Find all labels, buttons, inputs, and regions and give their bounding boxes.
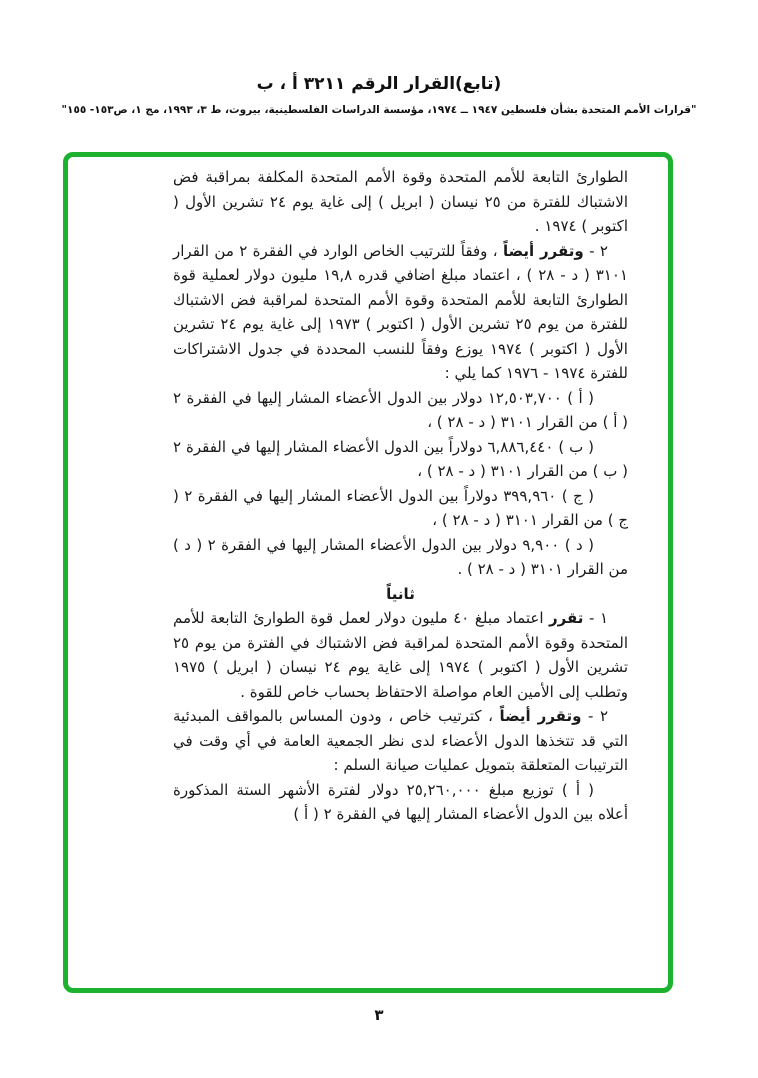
text-segment: ( د ) ٩,٩٠٠ دولار بين الدول الأعضاء المشار إليها في الفقرة ٢ ( د ) من القرار ٣١٠١ ( د - ٢٨ ) . <box>173 535 628 578</box>
paragraph <box>173 533 628 582</box>
highlight-box <box>63 152 673 993</box>
text-segment: ٢ - <box>581 707 608 725</box>
text-segment: ( أ ) توزيع مبلغ ٢٥,٢٦٠,٠٠٠ دولار لفترة الأشهر الستة المذكورة أعلاه بين الدول الأعضاء المشار إليها في الفقرة ٢ ( أ ) <box>173 780 628 823</box>
text-segment: ( أ ) ١٢,٥٠٣,٧٠٠ دولار بين الدول الأعضاء المشار إليها في الفقرة ٢ ( أ ) من القرار ٣١٠١ ( د - ٢٨ ) ، <box>173 388 628 431</box>
paragraph <box>173 704 628 778</box>
section-heading <box>173 582 628 607</box>
paragraph <box>173 165 628 239</box>
text-segment: ٢ - <box>583 241 608 260</box>
text-segment: اعتماد مبلغ ٤٠ مليون دولار لعمل قوة الطوارئ التابعة للأمم المتحدة وقوة الأمم المتحدة لمراقبة فض الاشتباك في الفترة من يوم ٢٥ تشرين الأول ( اكتوبر ) ١٩٧٤ إلى غاية يوم ٢٤ نيسان ( ابريل ) ١٩٧٥ وتطلب إلى الأمين العام مواصلة الاحتفاظ بحساب خاص للقوة . <box>173 609 629 701</box>
paragraph <box>173 435 628 484</box>
paragraph <box>173 606 628 704</box>
page-title: (تابع)القرار الرقم ٣٢١١ أ ، ب <box>256 74 502 94</box>
text-segment: تقرر <box>549 609 584 627</box>
text-segment: ( ب ) ٦,٨٨٦,٤٤٠ دولاراً بين الدول الأعضاء المشار إليها في الفقرة ٢ ( ب ) من القرار ٣١٠١ ( د - ٢٨ ) ، <box>173 437 628 480</box>
paragraph <box>173 778 628 827</box>
text-segment: ، كترتيب خاص ، ودون المساس بالمواقف المبدئية التي قد تتخذها الدول الأعضاء لدى نظر الجمعية العامة في أي وقت في الترتيبات المتعلقة بتمويل عمليات صيانة السلم : <box>173 707 628 774</box>
text-segment: الطوارئ التابعة للأمم المتحدة وقوة الأمم المتحدة المكلفة بمراقبة فض الاشتباك للفترة من ٢٥ نيسان ( ابريل ) إلى غاية يوم ٢٤ تشرين الأول ( اكتوبر ) ١٩٧٤ . <box>173 168 628 235</box>
page-number: ٣ <box>374 1006 384 1024</box>
document-body <box>173 165 628 827</box>
text-segment: ثانياً <box>386 584 415 603</box>
paragraph <box>173 386 628 435</box>
paragraph <box>173 239 628 386</box>
paragraph <box>173 484 628 533</box>
text-segment: ( ج ) ٣٩٩,٩٦٠ دولاراً بين الدول الأعضاء المشار إليها في الفقرة ٢ ( ج ) من القرار ٣١٠١ ( د - ٢٨ ) ، <box>173 486 628 529</box>
text-segment: وتقرر أيضاً <box>502 241 584 260</box>
source-citation: "قرارات الأمم المتحدة بشأن فلسطين ١٩٤٧ ــ ١٩٧٤، مؤسسة الدراسات الفلسطينية، بيروت، ط ٣، ١٩٩٣، مج ١، ص١٥٣- ١٥٥" <box>61 104 697 116</box>
text-segment: وتقرر أيضاً <box>499 707 582 725</box>
text-segment: ، وفقاً للترتيب الخاص الوارد في الفقرة ٢ من القرار ٣١٠١ ( د - ٢٨ ) ، اعتماد مبلغ اضافي قدره ١٩,٨ مليون دولار لعملية قوة الطوارئ التابعة للأمم المتحدة وقوة الأمم المتحدة لمراقبة فض الاشتباك للفترة من يوم ٢٥ تشرين الأول ( اكتوبر ) ١٩٧٣ إلى غاية يوم ٢٤ تشرين الأول ( اكتوبر ) ١٩٧٤ يوزع وفقاً للنسب المحددة في جدول الاشتراكات للفترة ١٩٧٤ - ١٩٧٦ كما يلي : <box>173 241 628 382</box>
text-segment: ١ - <box>583 609 608 627</box>
